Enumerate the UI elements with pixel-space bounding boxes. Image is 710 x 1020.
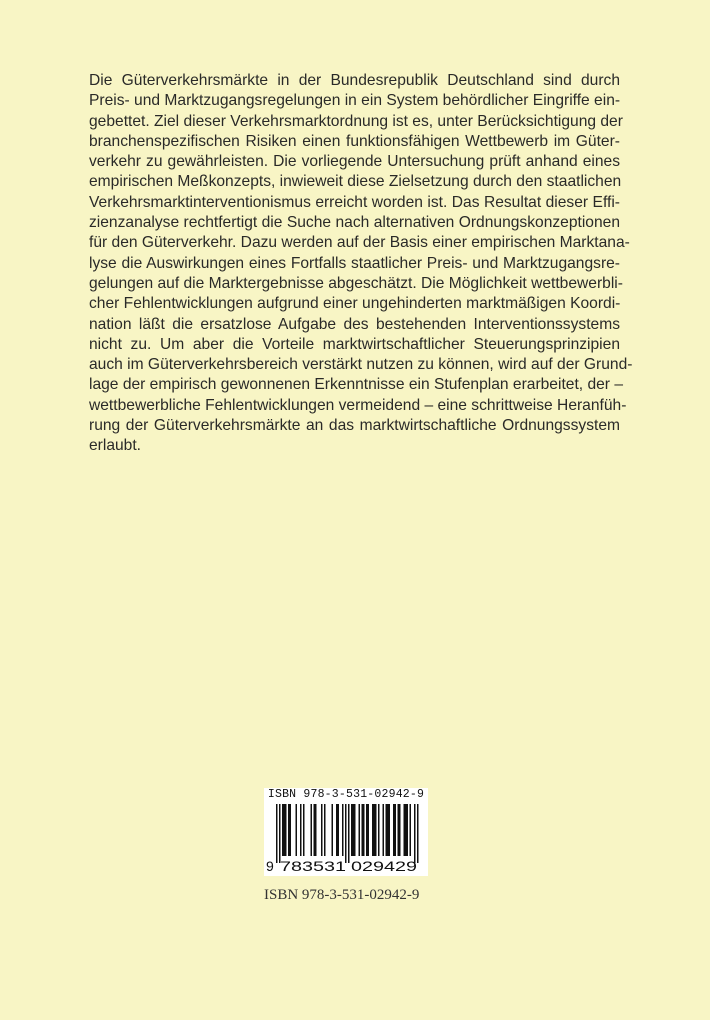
barcode-bar xyxy=(404,804,406,856)
blurb-line: Verkehrsmarktinterventionismus erreicht worden ist. Das Resultat dieser Effi- xyxy=(89,193,620,211)
barcode-bar xyxy=(314,804,316,856)
isbn-text: ISBN 978-3-531-02942-9 xyxy=(264,887,420,903)
barcode-bar xyxy=(378,804,380,856)
blurb-line: cher Fehlentwicklungen aufgrund einer ungehinderten marktmäßigen Koordi- xyxy=(89,295,621,313)
barcode-bar xyxy=(414,804,416,863)
isbn-barcode xyxy=(264,788,428,876)
barcode-bars xyxy=(276,804,419,863)
barcode-bar xyxy=(386,804,388,856)
blurb-line: branchenspezifischen Risiken einen funktionsfähigen Wettbewerb im Güter- xyxy=(89,132,620,150)
barcode-bar xyxy=(324,804,326,856)
barcode-bar xyxy=(368,804,370,856)
blurb-line: lage der empirisch gewonnenen Erkenntnisse ein Stufenplan erarbeitet, der – xyxy=(89,376,623,394)
blurb-line: Die Güterverkehrsmärkte in der Bundesrepublik Deutschland sind durch xyxy=(89,72,620,89)
barcode-bar xyxy=(393,804,395,856)
blurb-line: Preis- und Marktzugangsregelungen in ein System behördlicher Eingriffe ein- xyxy=(89,92,621,110)
barcode-bar xyxy=(362,804,364,856)
blurb-line: nicht zu. Um aber die Vorteile marktwirtschaftlicher Steuerungsprinzipien xyxy=(89,335,620,353)
barcode-bar xyxy=(290,804,292,856)
barcode-bar xyxy=(300,804,302,856)
blurb-line: verkehr zu gewährleisten. Die vorliegende Untersuchung prüft anhand eines xyxy=(89,153,620,171)
barcode-isbn-label: ISBN 978-3-531-02942-9 xyxy=(267,788,425,801)
barcode-bar xyxy=(372,804,374,856)
blurb-line: rung der Güterverkehrsmärkte an das marktwirtschaftliche Ordnungssystem xyxy=(89,417,620,435)
barcode-bar xyxy=(288,804,290,856)
barcode-digits-right: 029429 xyxy=(351,858,418,874)
barcode-bar xyxy=(284,804,286,856)
barcode-graphic xyxy=(264,802,428,876)
blurb-line: erlaubt. xyxy=(89,437,142,455)
barcode-bar xyxy=(345,804,347,863)
barcode-bar xyxy=(353,804,355,856)
blurb-line: lyse die Auswirkungen eines Fortfalls staatlicher Preis- und Marktzugangsre- xyxy=(89,254,620,272)
barcode-bar xyxy=(279,804,281,863)
blurb-line: gelungen auf die Marktergebnisse abgeschätzt. Die Möglichkeit wettbewerbli- xyxy=(89,274,623,292)
barcode-bar xyxy=(407,804,409,856)
barcode-bar xyxy=(366,804,368,856)
barcode-bar xyxy=(354,804,356,856)
barcode-bar xyxy=(417,804,419,863)
blurb-line: zienzanalyse rechtfertigt die Suche nach alternativen Ordnungskonzeptionen xyxy=(89,214,620,232)
barcode-bar xyxy=(389,804,391,856)
barcode-digit-first: 9 xyxy=(266,858,274,874)
barcode-bar xyxy=(359,804,361,856)
barcode-digits-left: 783531 xyxy=(280,858,347,874)
barcode-bar xyxy=(332,804,334,856)
barcode-bar xyxy=(399,804,401,856)
blurb-line: wettbewerbliche Fehlentwicklungen vermeidend – eine schrittweise Heranfüh- xyxy=(89,396,627,414)
barcode-bar xyxy=(387,804,389,856)
barcode-bar xyxy=(351,804,353,856)
barcode-bar xyxy=(338,804,340,856)
blurb-text xyxy=(89,71,633,457)
barcode-bar xyxy=(383,804,385,856)
barcode-bar xyxy=(363,804,365,856)
barcode-bar xyxy=(282,804,284,856)
barcode-bar xyxy=(342,804,344,856)
barcode-bar xyxy=(348,804,350,863)
blurb-line: nation läßt die ersatzlose Aufgabe des bestehenden Interventionssystems xyxy=(89,315,620,333)
blurb-line: empirischen Meßkonzepts, inwieweit diese Zielsetzung durch den staatlichen xyxy=(89,173,622,191)
barcode-bar xyxy=(375,804,377,856)
barcode-bar xyxy=(398,804,400,856)
barcode-bar xyxy=(321,804,323,856)
barcode-bar xyxy=(336,804,338,856)
barcode-bar xyxy=(395,804,397,856)
barcode-bar xyxy=(303,804,305,856)
blurb-line: für den Güterverkehr. Dazu werden auf der Basis einer empirischen Marktana- xyxy=(89,234,630,252)
barcode-bar xyxy=(410,804,412,856)
blurb-line: gebettet. Ziel dieser Verkehrsmarktordnung ist es, unter Berücksichtigung der xyxy=(89,112,623,130)
blurb-line: auch im Güterverkehrsbereich verstärkt nutzen zu können, wird auf der Grund- xyxy=(89,356,633,374)
barcode-bar xyxy=(315,804,317,856)
barcode-bar xyxy=(276,804,278,863)
barcode-bar xyxy=(311,804,313,856)
barcode-bar xyxy=(405,804,407,856)
barcode-bar xyxy=(296,804,298,856)
barcode-bar xyxy=(285,804,287,856)
barcode-bar xyxy=(374,804,376,856)
